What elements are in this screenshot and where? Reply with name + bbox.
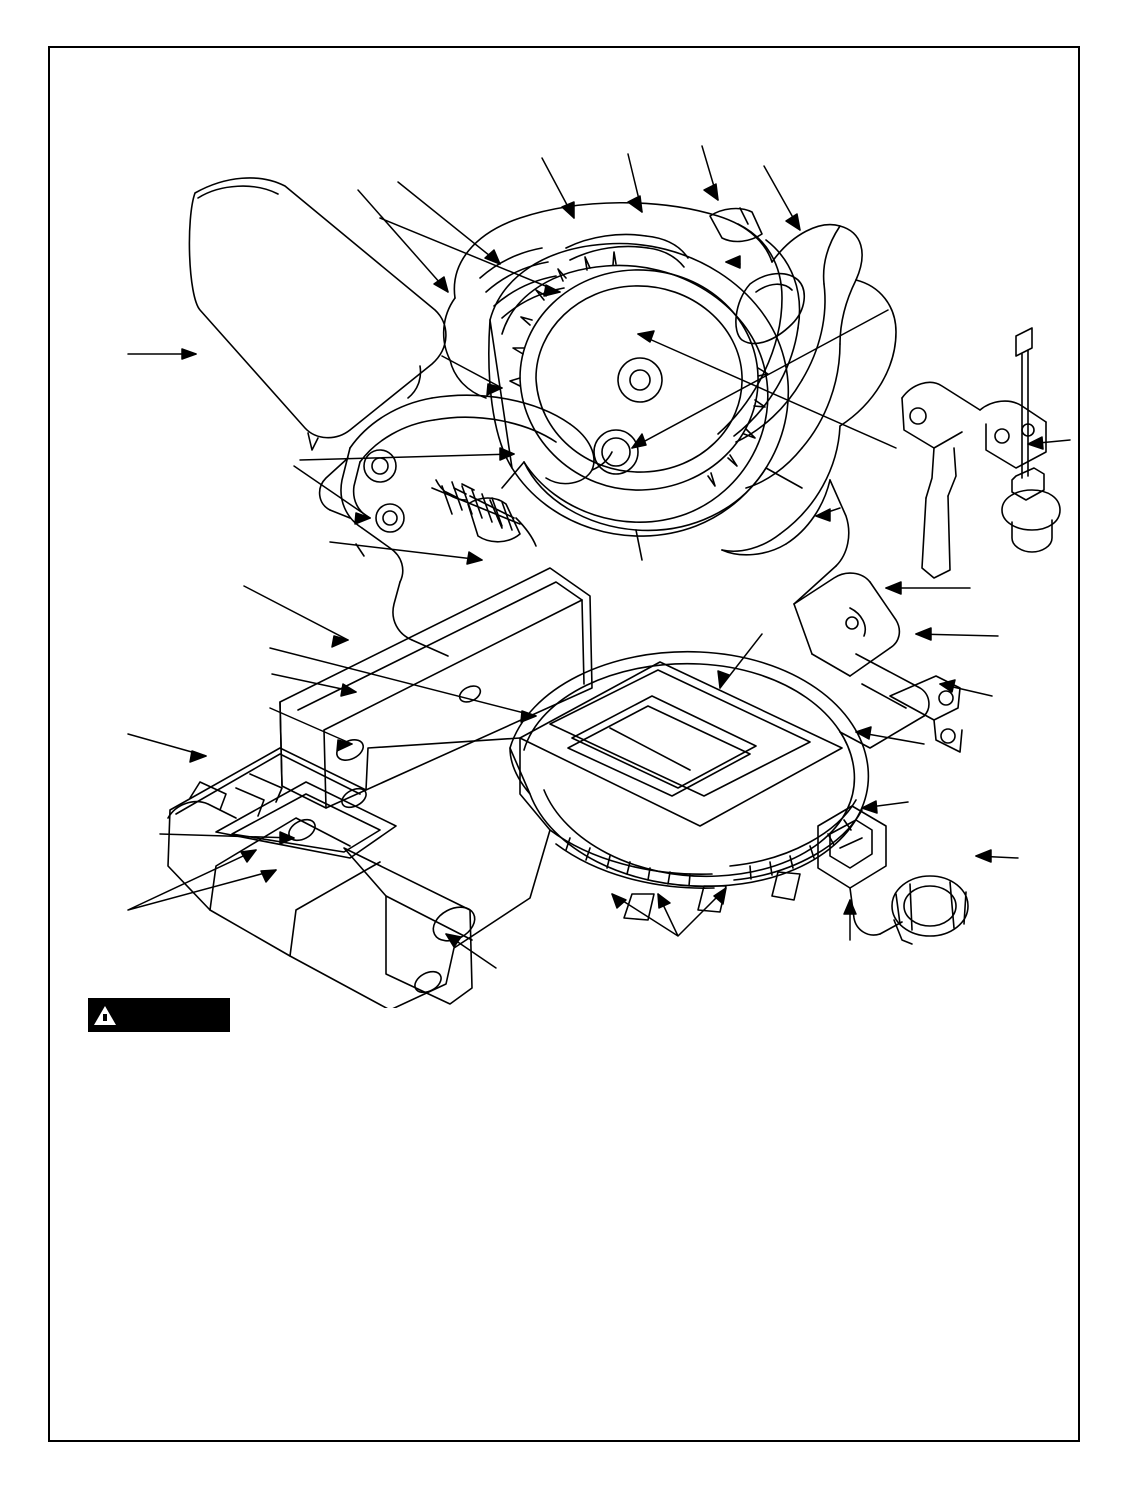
return-spring xyxy=(432,480,536,546)
motor-housing xyxy=(444,203,896,604)
detent-slots xyxy=(624,872,800,920)
fence xyxy=(280,568,592,808)
kerf-plate xyxy=(568,706,750,796)
table-extension-support xyxy=(285,785,480,1004)
warning-banner xyxy=(88,998,230,1032)
miter-scale xyxy=(550,800,862,888)
figure-miter-saw xyxy=(50,48,1078,1008)
dust-bag xyxy=(189,178,445,450)
callout-leader-lines xyxy=(128,146,1070,968)
miter-lock-knob xyxy=(818,806,968,944)
guard-link-arm xyxy=(350,395,638,483)
miter-saw-illustration xyxy=(50,48,1078,1008)
bevel-scale xyxy=(794,573,899,676)
hold-down-clamp xyxy=(902,328,1060,578)
lower-blade-guard xyxy=(502,462,802,560)
warning-triangle-icon xyxy=(94,1006,116,1025)
bevel-lock-handle xyxy=(840,654,962,752)
pivot-arm xyxy=(320,448,448,656)
base xyxy=(168,738,550,1008)
